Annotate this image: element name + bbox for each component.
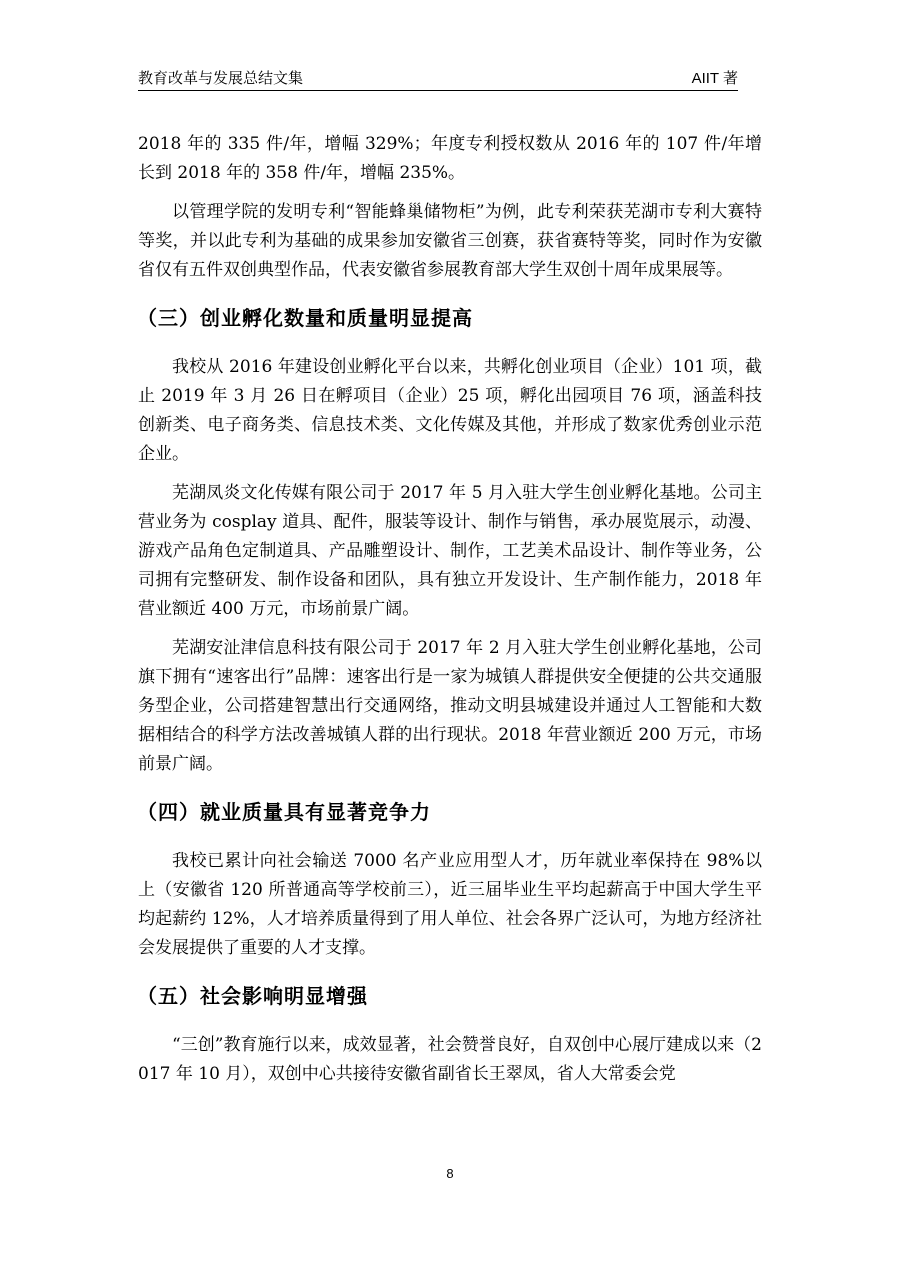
paragraph-incubation-overview: 我校从 2016 年建设创业孵化平台以来，共孵化创业项目（企业）101 项，截止 2019 年 3 月 26 日在孵项目（企业）25 项，孵化出园项目 76 项，涵盖科技创新类、电子商务类、信息技术类、文化传媒及其他，并形成了数家优秀创业示范企业。	[138, 357, 762, 464]
paragraph-social-impact: “三创”教育施行以来，成效显著，社会赞誉良好，自双创中心展厅建成以来（2017 年 10 月），双创中心共接待安徽省副省长王翠凤，省人大常委会党	[138, 1035, 762, 1084]
paragraph-fengyan-company: 芜湖凤炎文化传媒有限公司于 2017 年 5 月入驻大学生创业孵化基地。公司主营业务为 cosplay 道具、配件，服装等设计、制作与销售，承办展览展示，动漫、游戏产品角色定制道具、产品雕塑设计、制作，工艺美术品设计、制作等业务，公司拥有完整研发、制作设备和团队，具有独立开发设计、生产制作能力，2018 年营业额近 400 万元，市场前景广阔。	[138, 483, 762, 619]
paragraph-employment: 我校已累计向社会输送 7000 名产业应用型人才，历年就业率保持在 98%以上（安徽省 120 所普通高等学校前三），近三届毕业生平均起薪高于中国大学生平均起薪约 12%，人才培养质量得到了用人单位、社会各界广泛认可，为地方经济社会发展提供了重要的人才支撑。	[138, 851, 762, 958]
section-heading-5: （五）社会影响明显增强	[137, 984, 368, 1008]
header-author: AIIT 著	[691, 70, 738, 87]
paragraph-patent-growth: 2018 年的 335 件/年，增幅 329%；年度专利授权数从 2016 年的 107 件/年增长到 2018 年的 358 件/年，增幅 235%。	[138, 134, 762, 183]
running-header	[138, 64, 738, 91]
header-title: 教育改革与发展总结文集	[138, 70, 304, 87]
section-heading-3: （三）创业孵化数量和质量明显提高	[137, 306, 473, 330]
paragraph-anzhijin-company: 芜湖安沚津信息科技有限公司于 2017 年 2 月入驻大学生创业孵化基地，公司旗下拥有“速客出行”品牌：速客出行是一家为城镇人群提供安全便捷的公共交通服务型企业，公司搭建智慧出行交通网络，推动文明县城建设并通过人工智能和大数据相结合的科学方法改善城镇人群的出行现状。2018 年营业额近 200 万元，市场前景广阔。	[138, 638, 762, 774]
page-number: 8	[446, 1166, 454, 1181]
page-body	[138, 130, 762, 1099]
section-heading-4: （四）就业质量具有显著竞争力	[137, 800, 431, 824]
paragraph-patent-example: 以管理学院的发明专利“智能蜂巢储物柜”为例，此专利荣获芜湖市专利大赛特等奖，并以此专利为基础的成果参加安徽省三创赛，获省赛特等奖，同时作为安徽省仅有五件双创典型作品，代表安徽省参展教育部大学生双创十周年成果展等。	[138, 202, 762, 280]
